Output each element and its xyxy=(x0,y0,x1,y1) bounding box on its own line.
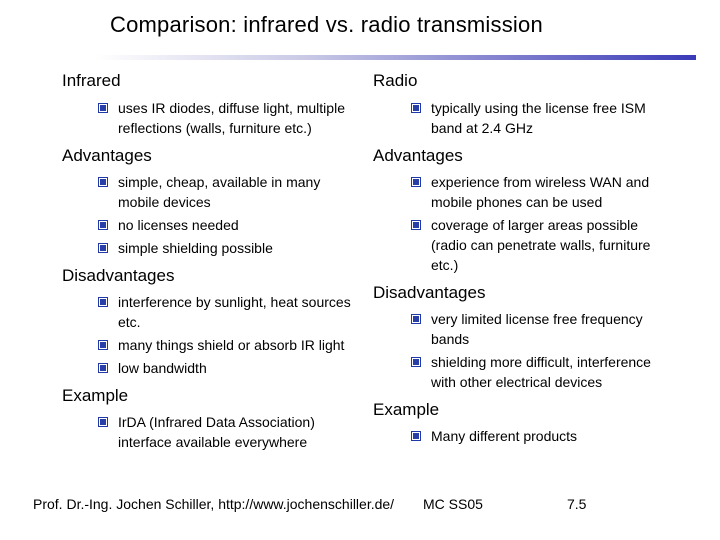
bullet-icon xyxy=(98,103,108,113)
bullet-icon xyxy=(98,363,108,373)
bullet-icon xyxy=(98,340,108,350)
list-item: Many different products xyxy=(373,426,673,446)
list-item: simple shielding possible xyxy=(62,238,362,258)
bullet-icon xyxy=(411,177,421,187)
footer-course: MC SS05 xyxy=(423,496,483,512)
list-item: typically using the license free ISM band at 2.4 GHz xyxy=(373,98,673,138)
infrared-heading: Infrared xyxy=(62,71,121,90)
bullet-icon xyxy=(411,103,421,113)
infrared-advantages-heading: Advantages xyxy=(62,146,152,165)
footer-author: Prof. Dr.-Ing. Jochen Schiller, http://www.jochenschiller.de/ xyxy=(33,496,395,512)
radio-disadvantages-heading: Disadvantages xyxy=(373,283,486,302)
radio-column xyxy=(373,70,673,446)
radio-heading: Radio xyxy=(373,71,418,90)
list-item: uses IR diodes, diffuse light, multiple reflections (walls, furniture etc.) xyxy=(62,98,362,138)
bullet-icon xyxy=(98,177,108,187)
list-item: experience from wireless WAN and mobile phones can be used xyxy=(373,172,673,212)
slide-title: Comparison: infrared vs. radio transmission xyxy=(110,12,543,37)
list-item: shielding more difficult, interference with other electrical devices xyxy=(373,352,673,392)
list-item: very limited license free frequency bands xyxy=(373,309,673,349)
footer-page-number: 7.5 xyxy=(567,496,587,512)
radio-advantages-heading: Advantages xyxy=(373,146,463,165)
bullet-icon xyxy=(411,314,421,324)
bullet-icon xyxy=(411,431,421,441)
list-item: low bandwidth xyxy=(62,358,362,378)
bullet-icon xyxy=(98,220,108,230)
infrared-disadvantages-heading: Disadvantages xyxy=(62,266,175,285)
bullet-icon xyxy=(98,297,108,307)
list-item: coverage of larger areas possible (radio can penetrate walls, furniture etc.) xyxy=(373,215,673,275)
infrared-example-heading: Example xyxy=(62,386,129,405)
infrared-column xyxy=(62,70,362,452)
bullet-icon xyxy=(98,417,108,427)
list-item: simple, cheap, available in many mobile devices xyxy=(62,172,362,212)
bullet-icon xyxy=(411,357,421,367)
list-item: no licenses needed xyxy=(62,215,362,235)
title-underline xyxy=(96,55,696,60)
list-item: many things shield or absorb IR light xyxy=(62,335,362,355)
list-item: IrDA (Infrared Data Association) interface available everywhere xyxy=(62,412,362,452)
bullet-icon xyxy=(98,243,108,253)
list-item: interference by sunlight, heat sources etc. xyxy=(62,292,362,332)
bullet-icon xyxy=(411,220,421,230)
radio-example-heading: Example xyxy=(373,400,440,419)
